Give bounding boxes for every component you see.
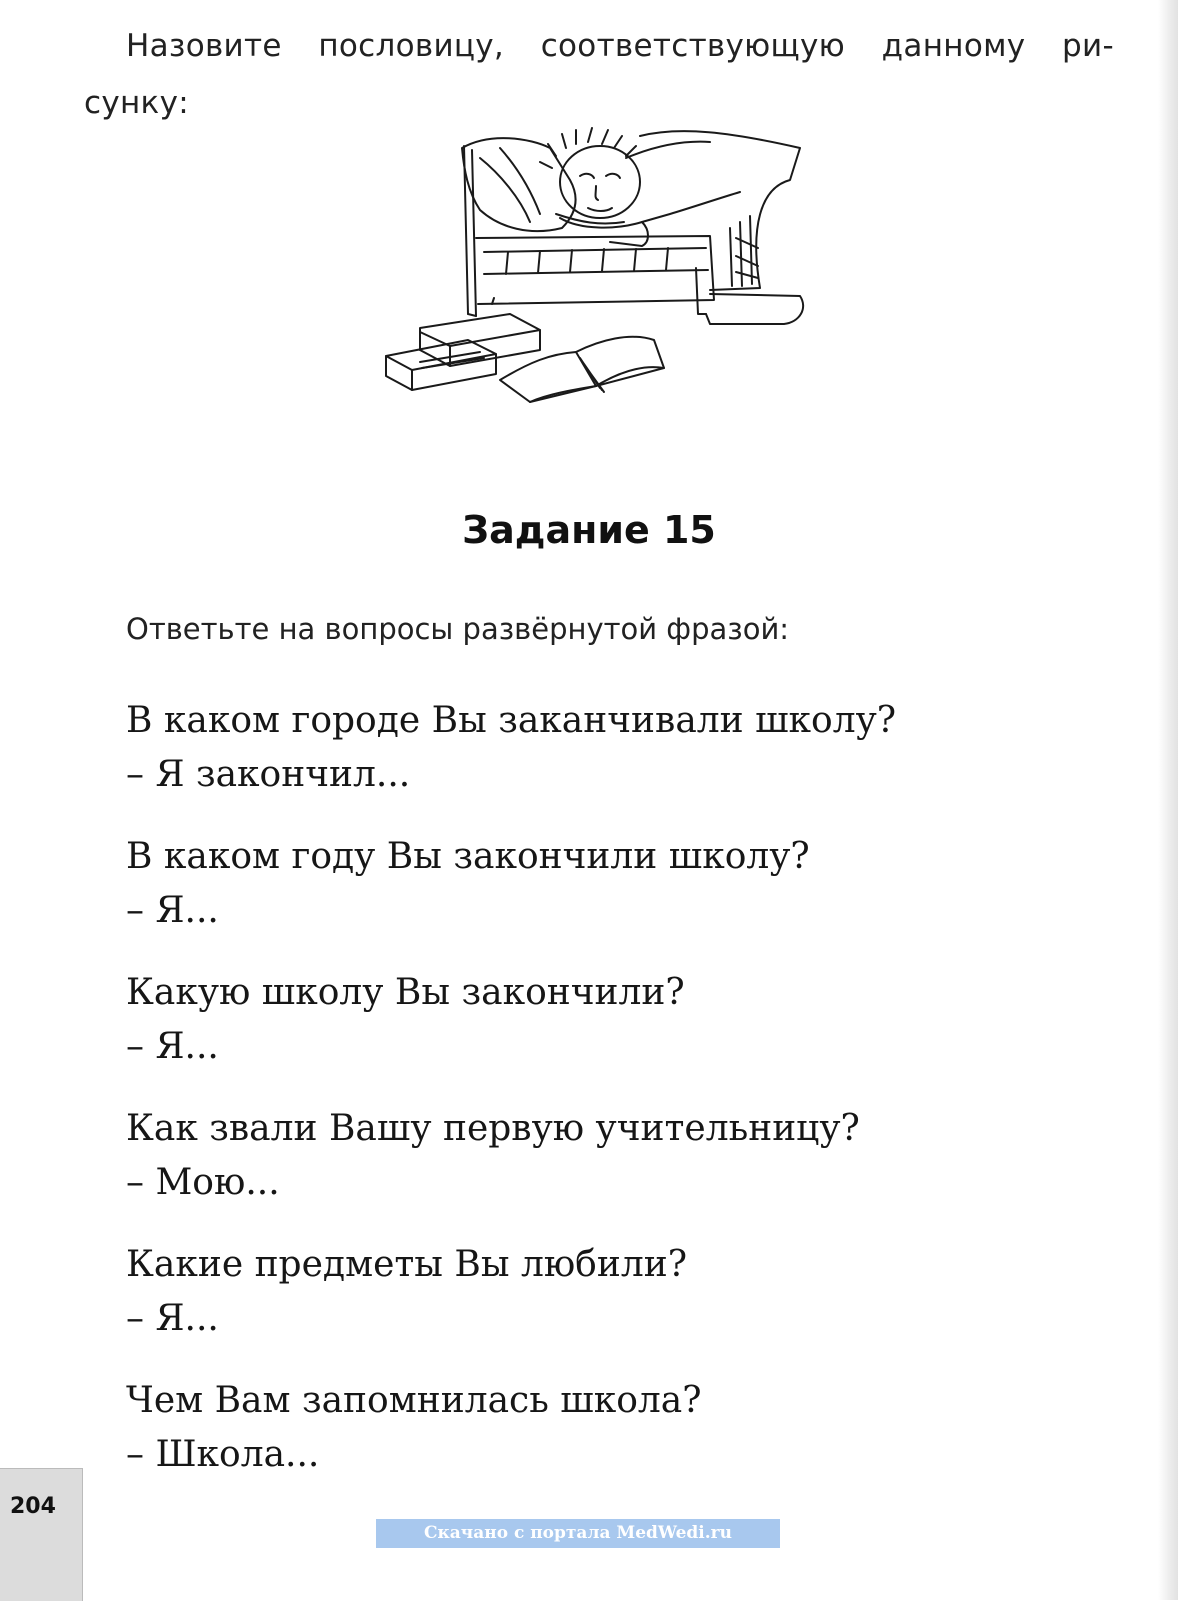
question-list bbox=[126, 694, 896, 1510]
question-text: Как звали Вашу первую учительницу? bbox=[126, 1108, 860, 1149]
page-number-box bbox=[0, 1468, 83, 1601]
question-text: В каком году Вы закончили школу? bbox=[126, 836, 810, 877]
boy-icon bbox=[540, 128, 740, 246]
answer-prompt: – Я... bbox=[126, 1026, 219, 1067]
books-icon bbox=[386, 314, 664, 402]
question-text: Какую школу Вы закончили? bbox=[126, 972, 685, 1013]
download-watermark: Скачано с портала MedWedi.ru bbox=[376, 1519, 780, 1548]
intro-word: пословицу, bbox=[318, 28, 505, 64]
question-text: Чем Вам запомнилась школа? bbox=[126, 1380, 702, 1421]
answer-prompt: – Мою... bbox=[126, 1162, 280, 1203]
intro-word: соответствующую bbox=[540, 28, 846, 64]
question-item bbox=[126, 1102, 896, 1238]
answer-prompt: – Я... bbox=[126, 890, 219, 931]
question-item bbox=[126, 1238, 896, 1374]
task-instruction: Ответьте на вопросы развёрнутой фразой: bbox=[126, 612, 790, 646]
question-text: Какие предметы Вы любили? bbox=[126, 1244, 687, 1285]
answer-prompt: – Я... bbox=[126, 1298, 219, 1339]
question-item bbox=[126, 966, 896, 1102]
question-text: В каком городе Вы заканчивали школу? bbox=[126, 700, 897, 741]
task-title: Задание 15 bbox=[462, 508, 716, 552]
intro-text bbox=[84, 18, 1114, 132]
question-item bbox=[126, 830, 896, 966]
page-edge-shadow bbox=[1158, 0, 1178, 1600]
sleeping-boy-illustration bbox=[380, 118, 820, 418]
intro-word: ри- bbox=[1062, 28, 1114, 64]
pillow-icon bbox=[462, 138, 576, 231]
blanket-icon bbox=[640, 131, 803, 324]
intro-line-2: сунку: bbox=[84, 85, 189, 121]
question-item bbox=[126, 1374, 896, 1510]
page-number: 204 bbox=[10, 1494, 56, 1519]
intro-word: данному bbox=[881, 28, 1026, 64]
intro-word: Назовите bbox=[126, 28, 282, 64]
bed-icon bbox=[464, 146, 714, 316]
question-item bbox=[126, 694, 896, 830]
answer-prompt: – Я закончил... bbox=[126, 754, 411, 795]
answer-prompt: – Школа... bbox=[126, 1434, 320, 1475]
intro-line-1 bbox=[84, 18, 1114, 75]
